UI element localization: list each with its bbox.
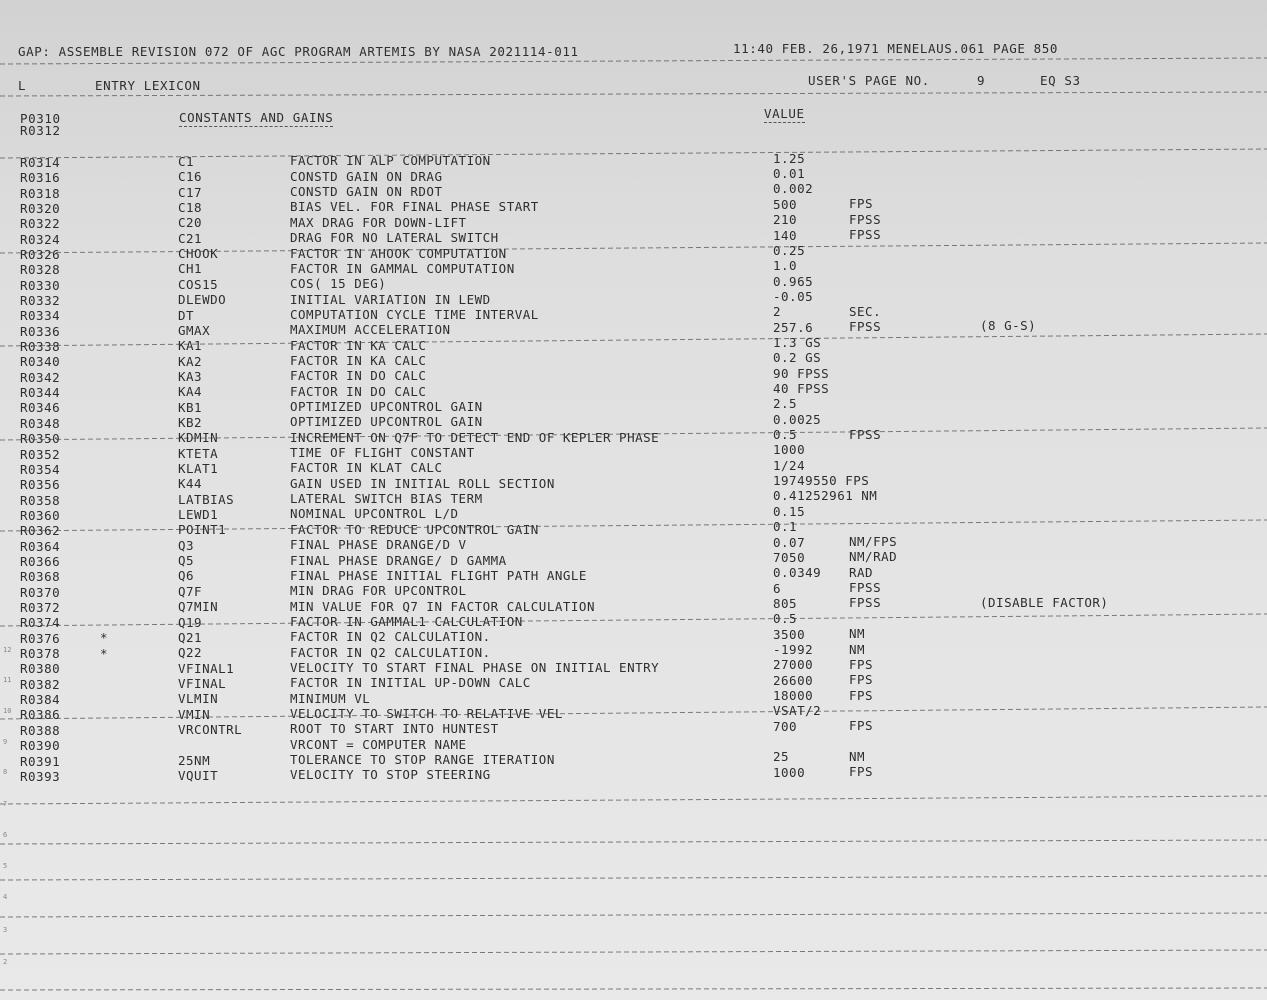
row-desc: FACTOR IN INITIAL UP-DOWN CALC xyxy=(290,675,531,691)
row-loc: R0328 xyxy=(20,262,61,278)
row-desc: FACTOR IN ALP COMPUTATION xyxy=(290,153,491,169)
row-sym: VRCONTRL xyxy=(178,721,243,737)
row-loc: R0366 xyxy=(20,553,61,569)
table-row xyxy=(0,473,1267,493)
table-row xyxy=(0,273,1267,293)
row-loc: R0356 xyxy=(20,477,61,493)
row-sym: KB2 xyxy=(178,414,203,430)
table-row xyxy=(0,534,1267,554)
table-row xyxy=(0,564,1267,585)
margin-number: 10 xyxy=(3,707,12,715)
margin-number: 2 xyxy=(3,958,8,966)
row-loc: R0316 xyxy=(20,170,61,186)
row-desc: MAXIMUM ACCELERATION xyxy=(290,322,451,338)
row-sym: CHOOK xyxy=(178,246,219,262)
table-row xyxy=(0,656,1267,677)
row-val: 0.0349 xyxy=(773,565,822,581)
row-desc: TIME OF FLIGHT CONSTANT xyxy=(290,445,475,461)
row-desc: INCREMENT ON Q7F TO DETECT END OF KEPLER PHASE xyxy=(290,429,660,445)
row-val: 25 xyxy=(773,749,790,765)
table-row xyxy=(0,166,1267,186)
row-val: -1992 xyxy=(773,641,814,657)
table-row xyxy=(0,334,1267,355)
table-row xyxy=(0,258,1267,278)
row-val: 3500 xyxy=(773,626,806,642)
row-desc: CONSTD GAIN ON DRAG xyxy=(290,168,443,184)
row-loc: R0374 xyxy=(20,615,61,631)
row-val: 0.15 xyxy=(773,503,806,519)
row-sym: KA4 xyxy=(178,384,203,400)
row-mark: * xyxy=(100,630,109,646)
row-mark: * xyxy=(100,645,109,661)
row-loc: R0324 xyxy=(20,231,61,247)
row-unit: FPSS xyxy=(849,211,882,227)
table-row xyxy=(0,672,1267,692)
table-row xyxy=(0,519,1267,539)
row-sym: KB1 xyxy=(178,399,203,415)
row-val: 500 xyxy=(773,196,798,212)
row-unit: FPS xyxy=(849,196,874,212)
row-desc: MIN DRAG FOR UPCONTROL xyxy=(290,583,467,599)
row-loc: R0384 xyxy=(20,692,61,708)
section-mark: L xyxy=(18,78,27,93)
row-val: 0.07 xyxy=(773,534,806,550)
row-unit: SEC. xyxy=(849,303,882,319)
row-sym: VFINAL1 xyxy=(178,660,235,676)
row-desc: FACTOR IN DO CALC xyxy=(290,368,427,384)
row-val: 0.002 xyxy=(773,181,814,197)
row-unit: NM xyxy=(849,641,866,657)
row-val: 805 xyxy=(773,595,798,611)
row-loc: R0332 xyxy=(20,293,61,309)
row-sym: VLMIN xyxy=(178,691,219,707)
row-desc: OPTIMIZED UPCONTROL GAIN xyxy=(290,414,483,430)
table-row xyxy=(0,211,1267,232)
users-page-label: USER'S PAGE NO. xyxy=(808,73,930,88)
row-val: 18000 xyxy=(773,688,814,703)
row-sym: Q7MIN xyxy=(178,599,219,615)
row-val: 0.2 GS xyxy=(773,350,822,366)
row-val: 2.5 xyxy=(773,396,798,412)
row-sym: Q3 xyxy=(178,537,195,553)
row-desc: TOLERANCE TO STOP RANGE ITERATION xyxy=(290,752,555,768)
row-desc: FACTOR IN KLAT CALC xyxy=(290,460,443,476)
row-loc: R0334 xyxy=(20,308,61,324)
row-loc: R0348 xyxy=(20,415,61,431)
row-desc: VELOCITY TO SWITCH TO RELATIVE VEL xyxy=(290,706,563,721)
row-note: (DISABLE FACTOR) xyxy=(980,594,1109,610)
row-desc: VELOCITY TO STOP STEERING xyxy=(290,767,491,783)
row-loc: R0360 xyxy=(20,507,61,523)
row-desc: LATERAL SWITCH BIAS TERM xyxy=(290,491,483,507)
row-desc: VRCONT = COMPUTER NAME xyxy=(290,736,467,752)
margin-number: 8 xyxy=(3,768,8,776)
row-unit: FPSS xyxy=(849,319,882,335)
row-sym: VFINAL xyxy=(178,675,227,691)
row-val: 700 xyxy=(773,718,798,734)
row-loc: R0378 xyxy=(20,646,61,662)
row-loc: R0320 xyxy=(20,200,61,216)
eq-code: EQ S3 xyxy=(1040,73,1081,88)
row-desc: DRAG FOR NO LATERAL SWITCH xyxy=(290,230,499,246)
table-row xyxy=(0,503,1267,523)
row-note: (8 G-S) xyxy=(980,318,1037,334)
table-row xyxy=(0,196,1267,216)
table-row xyxy=(0,350,1267,370)
row-loc: R0352 xyxy=(20,446,61,462)
row-unit: RAD xyxy=(849,564,874,580)
row-sym: Q5 xyxy=(178,553,195,569)
row-unit: NM/RAD xyxy=(849,549,898,565)
row-val: 0.01 xyxy=(773,166,806,182)
row-desc: BIAS VEL. FOR FINAL PHASE START xyxy=(290,199,539,215)
row-loc: R0354 xyxy=(20,461,61,477)
row-sym: LATBIAS xyxy=(178,491,235,507)
row-val: 1000 xyxy=(773,764,806,780)
row-sym: VQUIT xyxy=(178,768,219,784)
row-loc: R0364 xyxy=(20,538,61,554)
row-desc: FACTOR IN GAMMAL1 CALCULATION xyxy=(290,613,523,629)
row-sym: C18 xyxy=(178,200,203,216)
table-row xyxy=(0,703,1267,723)
table-row xyxy=(0,641,1267,662)
row-desc: GAIN USED IN INITIAL ROLL SECTION xyxy=(290,475,555,491)
row-sym: KLAT1 xyxy=(178,461,219,477)
row-sym: KTETA xyxy=(178,445,219,461)
row-sym: C21 xyxy=(178,230,203,246)
table-row xyxy=(0,611,1267,631)
row-val: 2 xyxy=(773,304,782,320)
row-val: 0.41252961 NM xyxy=(773,488,878,504)
location-r0312: R0312 xyxy=(20,123,61,138)
table-row xyxy=(0,381,1267,401)
row-loc: R0362 xyxy=(20,523,61,539)
row-sym: Q22 xyxy=(178,645,203,661)
row-sym: VMIN xyxy=(178,706,211,722)
row-val: 0.5 xyxy=(773,427,798,443)
table-row xyxy=(0,457,1267,477)
row-desc: CONSTD GAIN ON RDOT xyxy=(290,184,443,200)
row-loc: R0388 xyxy=(20,722,61,738)
row-desc: FACTOR IN Q2 CALCULATION. xyxy=(290,644,491,660)
row-unit: FPS xyxy=(849,764,874,780)
row-loc: R0380 xyxy=(20,661,61,677)
time-page-header: 11:40 FEB. 26,1971 MENELAUS.061 PAGE 850 xyxy=(733,41,1059,56)
column-title-constants: CONSTANTS AND GAINS xyxy=(179,110,334,125)
row-loc: R0386 xyxy=(20,707,61,723)
row-sym: DLEWDO xyxy=(178,292,227,308)
row-loc: R0344 xyxy=(20,385,61,401)
row-sym: DT xyxy=(178,307,195,323)
row-sym: KA1 xyxy=(178,338,203,354)
table-row xyxy=(0,748,1267,769)
row-val: 210 xyxy=(773,212,798,228)
row-desc: FACTOR IN KA CALC xyxy=(290,337,427,353)
row-val: 257.6 xyxy=(773,319,814,335)
row-desc: FACTOR TO REDUCE UPCONTROL GAIN xyxy=(290,521,539,537)
row-desc: FINAL PHASE INITIAL FLIGHT PATH ANGLE xyxy=(290,567,587,583)
row-val: 19749550 FPS xyxy=(773,473,870,489)
row-unit: NM xyxy=(849,748,866,764)
row-loc: R0391 xyxy=(20,753,61,769)
row-val: -0.05 xyxy=(773,288,814,304)
row-val: 0.965 xyxy=(773,273,814,289)
row-desc: FACTOR IN KA CALC xyxy=(290,352,427,368)
table-row xyxy=(0,764,1267,784)
row-loc: R0318 xyxy=(20,185,61,201)
row-val: 0.1 xyxy=(773,519,798,535)
row-desc: INITIAL VARIATION IN LEWD xyxy=(290,291,491,307)
row-desc: OPTIMIZED UPCONTROL GAIN xyxy=(290,399,483,414)
row-sym: COS15 xyxy=(178,276,219,292)
row-val: 7050 xyxy=(773,549,806,565)
row-val: 27000 xyxy=(773,657,814,673)
table-row xyxy=(0,594,1267,616)
row-val: 1.3 GS xyxy=(773,334,822,350)
row-val: 140 xyxy=(773,227,798,243)
margin-number: 5 xyxy=(3,862,8,870)
row-loc: R0342 xyxy=(20,369,61,385)
row-unit: FPS xyxy=(849,718,874,734)
row-sym: C17 xyxy=(178,184,203,200)
row-unit: FPSS xyxy=(849,595,882,611)
table-row xyxy=(0,396,1267,416)
row-desc: MAX DRAG FOR DOWN-LIFT xyxy=(290,214,467,230)
table-row xyxy=(0,411,1267,431)
row-loc: R0376 xyxy=(20,630,61,646)
row-loc: R0368 xyxy=(20,569,61,585)
row-loc: R0338 xyxy=(20,339,61,355)
row-desc: COMPUTATION CYCLE TIME INTERVAL xyxy=(290,306,539,322)
margin-number: 3 xyxy=(3,926,8,934)
row-loc: R0372 xyxy=(20,600,61,616)
row-loc: R0326 xyxy=(20,246,61,262)
table-row xyxy=(0,303,1267,324)
row-sym: KDMIN xyxy=(178,430,219,446)
table-row xyxy=(0,549,1267,569)
row-val: 0.5 xyxy=(773,611,798,627)
row-desc: FACTOR IN GAMMAL COMPUTATION xyxy=(290,260,515,276)
row-val: 0.0025 xyxy=(773,411,822,427)
table-row xyxy=(0,288,1267,309)
row-loc: R0330 xyxy=(20,277,61,293)
row-desc: NOMINAL UPCONTROL L/D xyxy=(290,506,459,522)
row-loc: R0350 xyxy=(20,431,61,447)
row-unit: FPS xyxy=(849,687,874,703)
row-sym: C20 xyxy=(178,215,203,231)
table-row xyxy=(0,150,1267,170)
row-desc: FINAL PHASE DRANGE/ D GAMMA xyxy=(290,552,507,568)
section-title: ENTRY LEXICON xyxy=(95,78,201,93)
location-p0310: P0310 xyxy=(20,111,61,126)
row-sym: KA2 xyxy=(178,353,203,369)
table-row xyxy=(0,442,1267,462)
row-unit: FPS xyxy=(849,656,874,672)
row-unit: FPSS xyxy=(849,227,882,243)
row-val: 1.25 xyxy=(773,150,806,166)
row-val: 6 xyxy=(773,580,782,596)
margin-number: 6 xyxy=(3,831,8,839)
row-loc: R0393 xyxy=(20,768,61,784)
row-desc: FINAL PHASE DRANGE/D V xyxy=(290,537,467,553)
row-val: 1.0 xyxy=(773,258,798,274)
gap-header-line: GAP: ASSEMBLE REVISION 072 OF AGC PROGRAM ARTEMIS BY NASA 2021114-011 xyxy=(18,44,579,59)
row-loc: R0340 xyxy=(20,354,61,370)
row-unit: FPSS xyxy=(849,580,882,596)
margin-number: 11 xyxy=(3,676,12,684)
row-sym: Q7F xyxy=(178,583,203,599)
row-desc: FACTOR IN Q2 CALCULATION. xyxy=(290,629,491,645)
margin-number: 4 xyxy=(3,893,8,901)
row-unit: FPS xyxy=(849,672,874,688)
row-loc: R0336 xyxy=(20,323,61,339)
margin-number: 9 xyxy=(3,738,8,746)
row-sym: Q21 xyxy=(178,629,203,645)
row-sym: Q6 xyxy=(178,568,195,584)
table-row xyxy=(0,488,1267,508)
row-desc: VELOCITY TO START FINAL PHASE ON INITIAL ENTRY xyxy=(290,659,660,675)
row-val: 1/24 xyxy=(773,457,806,473)
column-title-value: VALUE xyxy=(764,106,805,121)
row-desc: FACTOR IN AHOOK COMPUTATION xyxy=(290,245,507,261)
row-loc: R0314 xyxy=(20,154,61,170)
row-sym: KA3 xyxy=(178,368,203,384)
row-loc: R0346 xyxy=(20,400,61,416)
row-sym: Q19 xyxy=(178,614,203,630)
row-desc: MIN VALUE FOR Q7 IN FACTOR CALCULATION xyxy=(290,598,595,614)
margin-number: 7 xyxy=(3,800,8,808)
row-sym: 25NM xyxy=(178,752,211,768)
row-val: 0.25 xyxy=(773,242,806,258)
row-val: 26600 xyxy=(773,672,814,688)
margin-number: 12 xyxy=(3,646,12,654)
row-desc: MINIMUM VL xyxy=(290,690,371,706)
row-sym: GMAX xyxy=(178,322,211,338)
row-val: 40 FPSS xyxy=(773,381,830,396)
table-row xyxy=(0,365,1267,385)
row-loc: R0390 xyxy=(20,738,61,754)
row-val: 90 FPSS xyxy=(773,365,830,381)
row-desc: ROOT TO START INTO HUNTEST xyxy=(290,721,499,737)
row-unit: NM xyxy=(849,626,866,642)
row-sym: CH1 xyxy=(178,261,203,277)
users-page-number: 9 xyxy=(977,73,986,88)
row-sym: POINT1 xyxy=(178,522,227,538)
table-row xyxy=(0,318,1267,339)
row-sym: C16 xyxy=(178,169,203,185)
row-sym: LEWD1 xyxy=(178,507,219,523)
row-sym: C1 xyxy=(178,154,195,170)
row-unit: FPSS xyxy=(849,426,882,442)
table-row xyxy=(0,426,1267,447)
table-row xyxy=(0,738,1267,753)
table-row xyxy=(0,626,1267,646)
row-val: VSAT/2 xyxy=(773,703,822,719)
table-row xyxy=(0,242,1267,262)
row-loc: R0322 xyxy=(20,216,61,232)
table-row xyxy=(0,718,1267,738)
row-loc: R0358 xyxy=(20,492,61,508)
row-sym: K44 xyxy=(178,476,203,492)
row-unit: NM/FPS xyxy=(849,534,898,550)
row-desc: FACTOR IN DO CALC xyxy=(290,383,427,399)
table-row xyxy=(0,181,1267,201)
table-row xyxy=(0,687,1267,708)
table-row xyxy=(0,227,1267,247)
row-loc: R0382 xyxy=(20,676,61,692)
row-desc: COS( 15 DEG) xyxy=(290,276,387,292)
row-loc: R0370 xyxy=(20,584,61,600)
row-val: 1000 xyxy=(773,442,806,458)
